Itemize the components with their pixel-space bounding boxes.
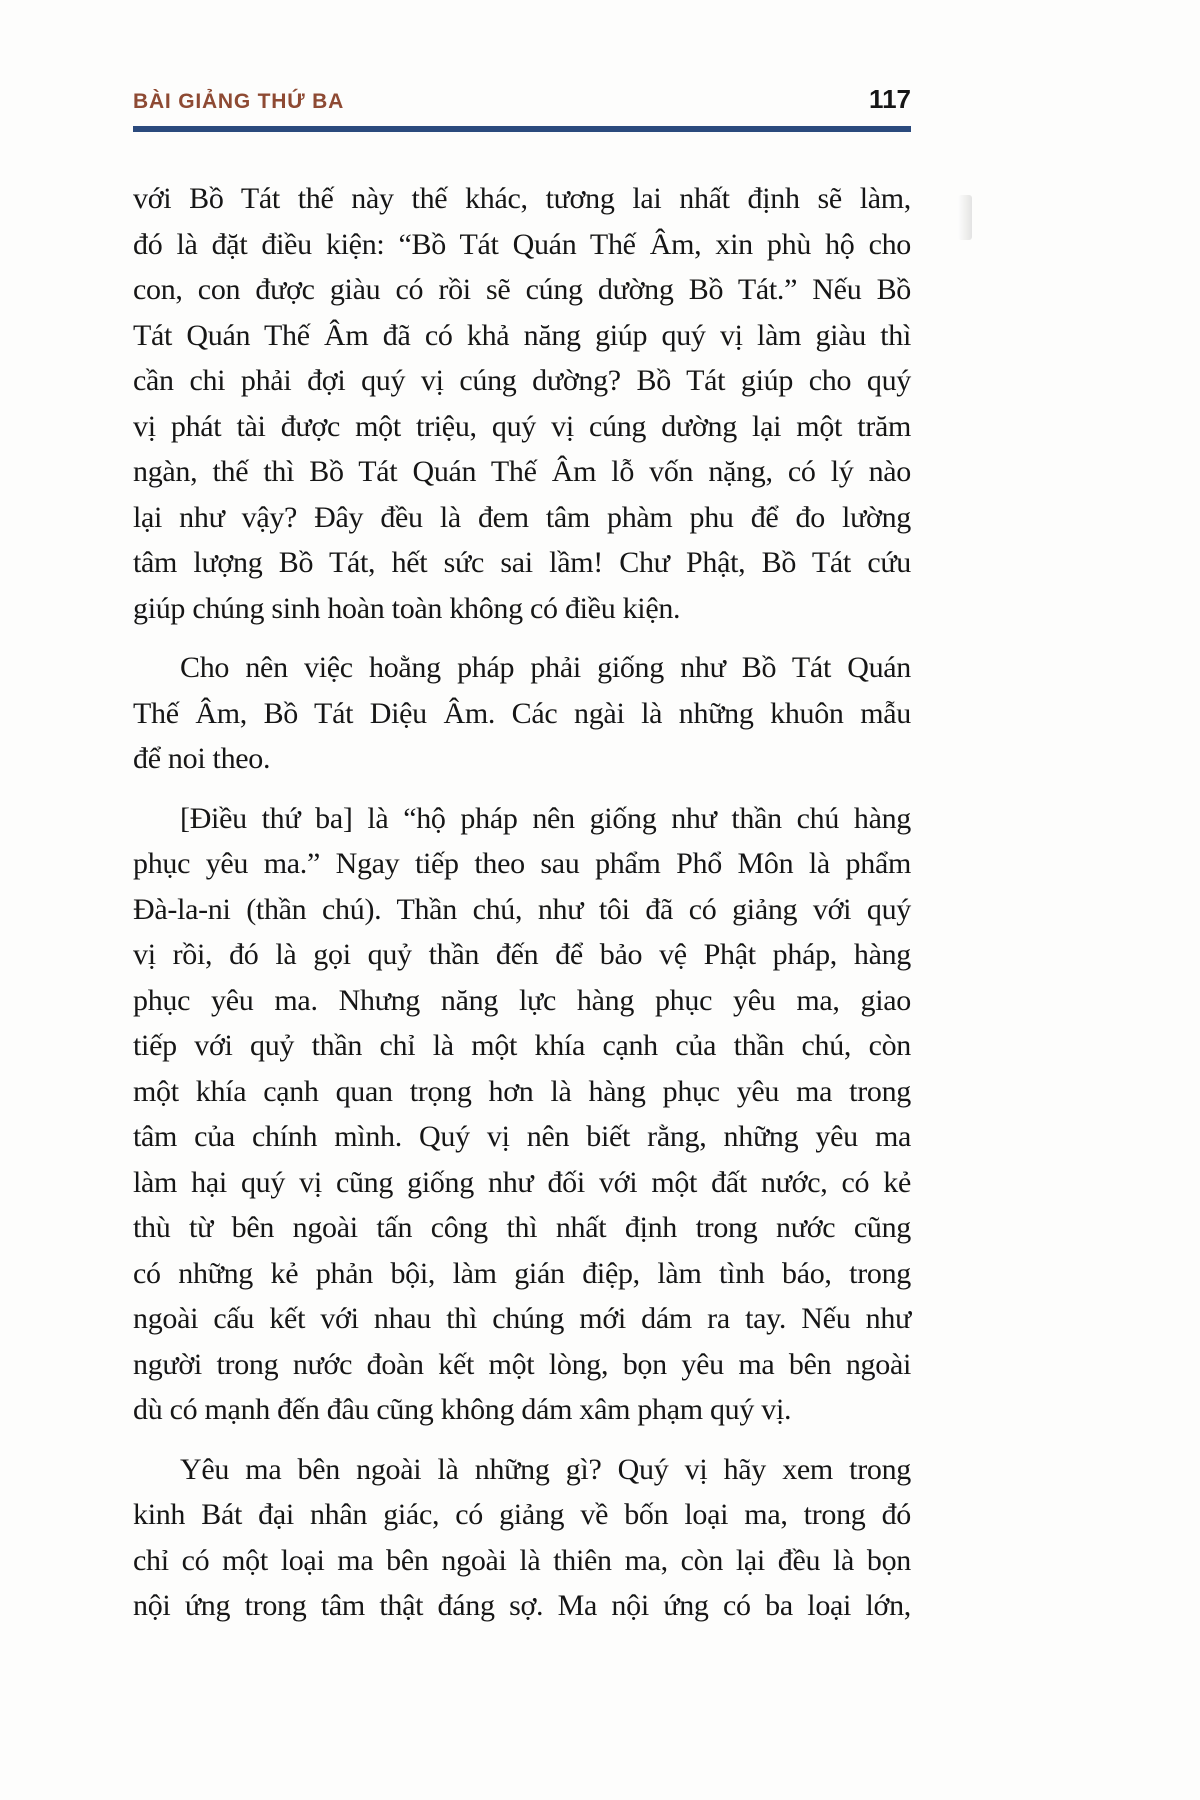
text-line: nội ứng trong tâm thật đáng sợ. Ma nội ứng có ba loại lớn, (133, 1589, 911, 1622)
text-line: vị rồi, đó là gọi quỷ thần đến để bảo vệ Phật pháp, hàng (133, 938, 911, 971)
text-line: tiếp với quỷ thần chỉ là một khía cạnh của thần chú, còn (133, 1029, 911, 1062)
text-line: kinh Bát đại nhân giác, có giảng về bốn loại ma, trong đó (133, 1498, 911, 1531)
page-content (133, 0, 911, 1629)
text-line: tâm của chính mình. Quý vị nên biết rằng, những yêu ma (133, 1120, 911, 1153)
text-line: phục yêu ma.” Ngay tiếp theo sau phẩm Phổ Môn là phẩm (133, 847, 911, 880)
text-line: dù có mạnh đến đâu cũng không dám xâm phạm quý vị. (133, 1393, 792, 1426)
text-line: có những kẻ phản bội, làm gián điệp, làm tình báo, trong (133, 1256, 911, 1290)
text-line: phục yêu ma. Nhưng năng lực hàng phục yêu ma, giao (133, 983, 911, 1017)
running-title: BÀI GIẢNG THỨ BA (133, 90, 345, 113)
text-line: người trong nước đoàn kết một lòng, bọn yêu ma bên ngoài (133, 1347, 911, 1381)
text-line: với Bồ Tát thế này thế khác, tương lai nhất định sẽ làm, (133, 182, 911, 215)
text-line: Tát Quán Thế Âm đã có khả năng giúp quý vị làm giàu thì (133, 318, 911, 352)
text-line: để noi theo. (133, 742, 271, 775)
body-text (133, 176, 911, 1629)
text-line: cần chi phải đợi quý vị cúng dường? Bồ Tát giúp cho quý (133, 364, 911, 397)
text-line: giúp chúng sinh hoàn toàn không có điều kiện. (133, 591, 681, 625)
text-line: lại như vậy? Đây đều là đem tâm phàm phu để đo lường (133, 500, 911, 534)
paragraph (133, 645, 911, 782)
paragraph (133, 176, 911, 631)
text-line: Đà-la-ni (thần chú). Thần chú, như tôi đã có giảng với quý (133, 892, 911, 926)
paragraph (133, 1447, 911, 1629)
header-rule-divider (133, 126, 911, 132)
text-line: con, con được giàu có rồi sẽ cúng dường Bồ Tát.” Nếu Bồ (133, 273, 911, 306)
text-line: Thế Âm, Bồ Tát Diệu Âm. Các ngài là những khuôn mẫu (133, 696, 911, 730)
text-line: chỉ có một loại ma bên ngoài là thiên ma, còn lại đều là bọn (133, 1543, 911, 1577)
page-number: 117 (869, 84, 911, 114)
page-header (133, 84, 911, 115)
scan-shadow-artifact (958, 195, 972, 240)
text-line: ngàn, thế thì Bồ Tát Quán Thế Âm lỗ vốn nặng, có lý nào (133, 455, 911, 488)
text-line: làm hại quý vị cũng giống như đối với một đất nước, có kẻ (133, 1165, 911, 1199)
text-line: thù từ bên ngoài tấn công thì nhất định trong nước cũng (133, 1211, 911, 1244)
paragraph (133, 796, 911, 1433)
text-line: [Điều thứ ba] là “hộ pháp nên giống như thần chú hàng (180, 801, 911, 835)
text-line: tâm lượng Bồ Tát, hết sức sai lầm! Chư Phật, Bồ Tát cứu (133, 546, 911, 579)
text-line: vị phát tài được một triệu, quý vị cúng dường lại một trăm (133, 409, 911, 443)
text-line: Cho nên việc hoằng pháp phải giống như Bồ Tát Quán (180, 651, 911, 684)
text-line: Yêu ma bên ngoài là những gì? Quý vị hãy xem trong (180, 1452, 911, 1486)
text-line: đó là đặt điều kiện: “Bồ Tát Quán Thế Âm, xin phù hộ cho (133, 227, 911, 261)
text-line: ngoài cấu kết với nhau thì chúng mới dám ra tay. Nếu như (133, 1302, 911, 1335)
text-line: một khía cạnh quan trọng hơn là hàng phục yêu ma trong (133, 1074, 911, 1108)
